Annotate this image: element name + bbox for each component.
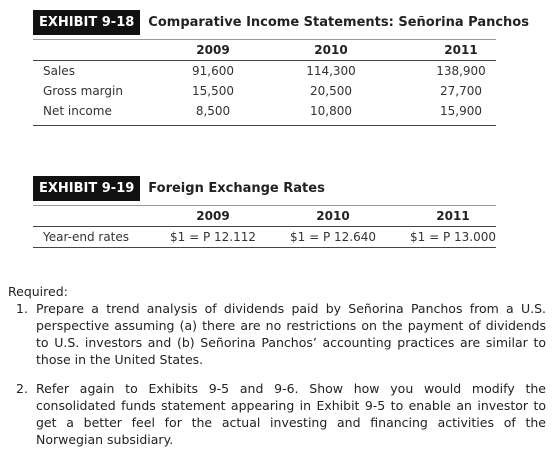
table-body [33,227,496,248]
table-cell: $1 = P 13.000 [410,230,496,244]
exhibit-title: Comparative Income Statements: Señorina Panchos [148,15,529,30]
exhibit-title: Foreign Exchange Rates [148,181,325,196]
table-cell: 15,500 [192,84,234,98]
required-section [8,283,546,448]
exhibit-label: EXHIBIT 9-19 [33,176,140,201]
table-row [33,227,496,247]
table-body [33,61,496,126]
column-header-2010: 2010 [314,43,348,57]
column-header-2009: 2009 [196,43,230,57]
table-cell: $1 = P 12.112 [170,230,256,244]
table-cell: 91,600 [192,64,234,78]
row-label: Sales [43,64,75,78]
table-cell: 114,300 [306,64,356,78]
row-label: Net income [43,104,112,118]
exhibit-label: EXHIBIT 9-18 [33,10,140,35]
column-header-2011: 2011 [444,43,478,57]
exhibit-title-row [33,10,529,35]
item-text: Refer again to Exhibits 9-5 and 9-6. Show how you would modify the consolidated funds statement appearing in Exhibit 9-5 to enable an investor to get a better feel for the actual investing and financing activities of the Norwegian subsidiary. [36,381,546,447]
table-header [33,205,496,227]
table-cell: 20,500 [310,84,352,98]
list-item [16,380,546,448]
column-header-2009: 2009 [196,209,230,223]
table-cell: 27,700 [440,84,482,98]
row-label: Year-end rates [43,230,130,244]
table-row [33,61,496,81]
table-cell: 10,800 [310,104,352,118]
column-header-2010: 2010 [316,209,350,223]
table-cell: 138,900 [436,64,486,78]
exhibit-9-19 [33,176,496,248]
exhibit-9-18 [33,10,529,126]
table-row [33,101,496,121]
list-item [16,300,546,368]
table-row [33,81,496,101]
item-text: Prepare a trend analysis of dividends paid by Señorina Panchos from a U.S. perspective assuming (a) there are no restrictions on the payment of dividends to U.S. investors and (b) Señorina Panchos’ accounting practices are similar to those in the United States. [36,301,546,367]
table-header [33,39,496,61]
table-cell: 8,500 [195,104,231,118]
row-label: Gross margin [43,84,123,98]
exhibit-title-row [33,176,496,201]
table-cell: $1 = P 12.640 [290,230,376,244]
table-cell: 15,900 [440,104,482,118]
item-number: 1. [16,301,28,316]
required-heading: Required: [8,284,68,299]
item-number: 2. [16,381,28,396]
column-header-2011: 2011 [436,209,470,223]
